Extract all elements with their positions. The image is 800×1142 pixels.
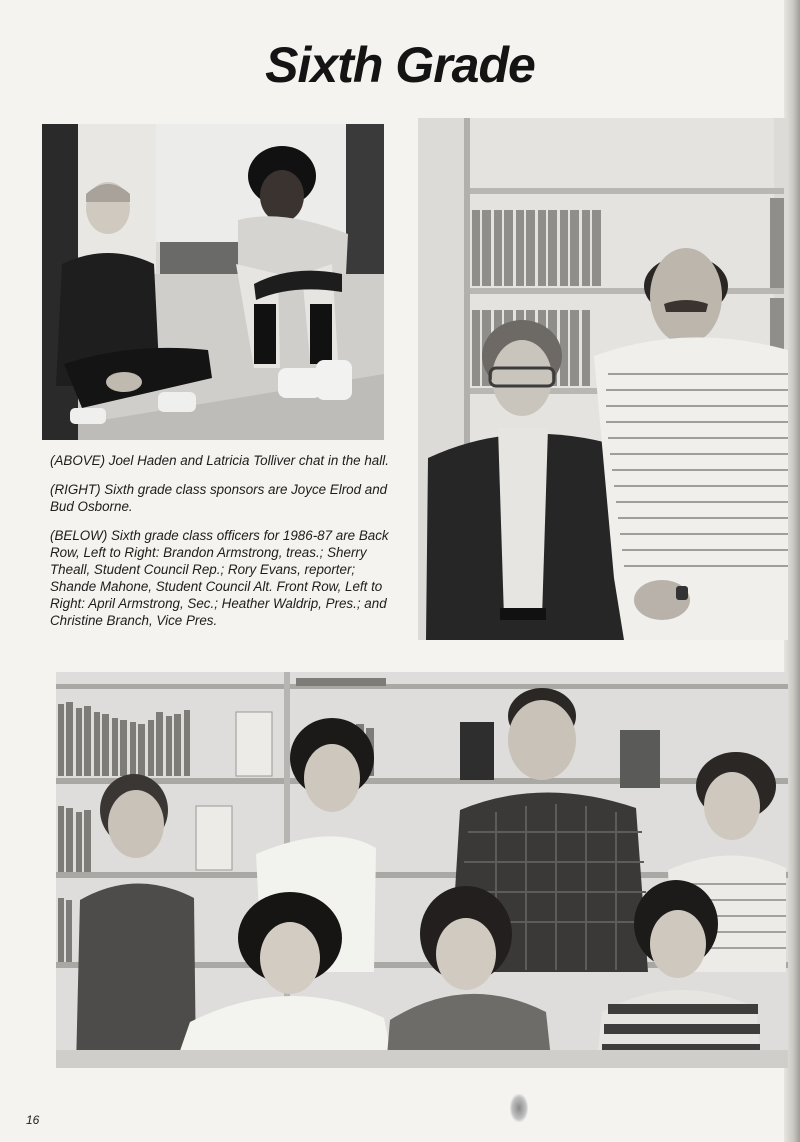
caption-right: (RIGHT) Sixth grade class sponsors are Joyce Elrod and Bud Osborne.: [50, 482, 388, 514]
scan-smudge: [510, 1094, 528, 1122]
page-title: Sixth Grade: [265, 37, 535, 93]
caption-block: [50, 452, 392, 641]
photo-students-hallway: [42, 124, 384, 440]
photo-class-sponsors: [418, 118, 788, 640]
page-number: 16: [26, 1113, 40, 1127]
caption-above: (ABOVE) Joel Haden and Latricia Tolliver chat in the hall.: [50, 453, 389, 468]
caption-below: (BELOW) Sixth grade class officers for 1986-87 are Back Row, Left to Right: Brandon Armstrong, treas.; Sherry Theall, Student Council Rep.; Rory Evans, reporter; Shande Mahone, Student Council Alt. Front Row, Left to Right: April Armstrong, Sec.; Heather Waldrip, Pres.; and Christine Branch, Vice Pres.: [50, 528, 389, 628]
photo-class-officers: [56, 672, 788, 1068]
